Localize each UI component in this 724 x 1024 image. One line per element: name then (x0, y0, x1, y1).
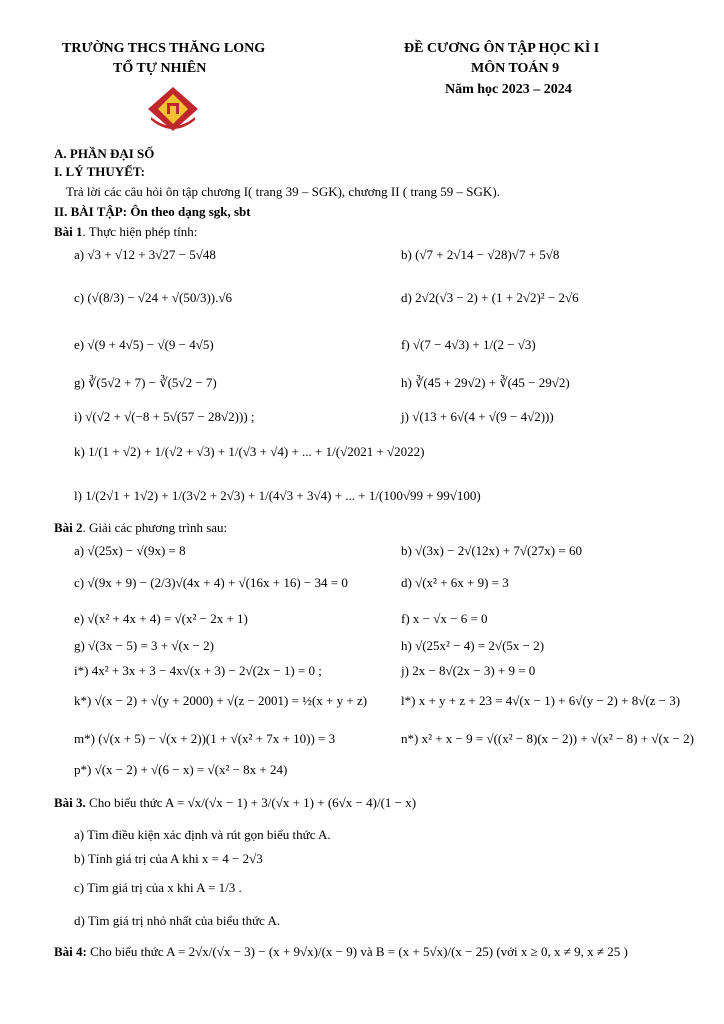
bai1-intro: . Thực hiện phép tính: (82, 224, 198, 239)
bai1-item-j: j) √(13 + 6√(4 + √(9 − 4√2))) (401, 409, 554, 424)
bai1-label: Bài 1 (54, 224, 83, 239)
bai2-item-g: g) √(3x − 5) = 3 + √(x − 2) (74, 638, 214, 653)
bai3-item-b: b) Tính giá trị của A khi x = 4 − 2√3 (74, 851, 263, 866)
subject-title: MÔN TOÁN 9 (471, 61, 560, 76)
document-title: ĐỀ CƯƠNG ÔN TẬP HỌC KÌ I (404, 41, 600, 56)
bai2-item-e: e) √(x² + 4x + 4) = √(x² − 2x + 1) (74, 611, 248, 626)
bai1-heading (54, 224, 197, 240)
bai4-intro: Cho biểu thức A = 2√x/(√x − 3) − (x + 9√x)/(x − 9) và B = (x + 5√x)/(x − 25) (với x ≥ 0, x ≠ 9, x ≠ 25 ) (90, 944, 628, 959)
bai2-item-a: a) √(25x) − √(9x) = 8 (74, 543, 186, 558)
bai3-item-d: d) Tìm giá trị nhỏ nhất của biểu thức A. (74, 913, 281, 928)
bai1-item-d: d) 2√2(√3 − 2) + (1 + 2√2)² − 2√6 (401, 290, 579, 305)
bai1-item-a: a) √3 + √12 + 3√27 − 5√48 (74, 247, 216, 262)
bai2-intro: . Giải các phương trình sau: (82, 520, 228, 535)
bai4-label: Bài 4: (54, 944, 87, 959)
bai1-item-b: b) (√7 + 2√14 − √28)√7 + 5√8 (401, 247, 560, 262)
bai1-item-c: c) (√(8/3) − √24 + √(50/3)).√6 (74, 290, 232, 305)
bai1-item-l: l) 1/(2√1 + 1√2) + 1/(3√2 + 2√3) + 1/(4√3 + 3√4) + ... + 1/(100√99 + 99√100) (74, 488, 481, 503)
bai2-item-k: k*) √(x − 2) + √(y + 2000) + √(z − 2001) = ½(x + y + z) (74, 693, 368, 708)
exercises-heading: II. BÀI TẬP: Ôn theo dạng sgk, sbt (54, 204, 251, 219)
section-a-heading: A. PHẦN ĐẠI SỐ (54, 146, 155, 161)
bai2-item-f: f) x − √x − 6 = 0 (401, 611, 488, 626)
bai2-item-b: b) √(3x) − 2√(12x) + 7√(27x) = 60 (401, 543, 582, 558)
bai1-item-k: k) 1/(1 + √2) + 1/(√2 + √3) + 1/(√3 + √4) + ... + 1/(√2021 + √2022) (74, 444, 425, 459)
bai2-item-n: n*) x² + x − 9 = √((x² − 8)(x − 2)) + √(x² − 8) + √(x − 2) (401, 731, 694, 746)
bai1-item-f: f) √(7 − 4√3) + 1/(2 − √3) (401, 337, 536, 352)
bai1-item-i: i) √(√2 + √(−8 + 5√(57 − 28√2))) ; (74, 409, 255, 424)
bai2-item-d: d) √(x² + 6x + 9) = 3 (401, 575, 509, 590)
bai1-item-h: h) ∛(45 + 29√2) + ∛(45 − 29√2) (401, 375, 570, 390)
bai2-item-j: j) 2x − 8√(2x − 3) + 9 = 0 (401, 663, 536, 678)
theory-heading: I. LÝ THUYẾT: (54, 164, 145, 179)
school-logo-icon (147, 86, 199, 132)
school-year: Năm học 2023 – 2024 (445, 82, 572, 97)
bai1-item-e: e) √(9 + 4√5) − √(9 − 4√5) (74, 337, 214, 352)
bai2-item-h: h) √(25x² − 4) = 2√(5x − 2) (401, 638, 545, 653)
bai2-item-c: c) √(9x + 9) − (2/3)√(4x + 4) + √(16x + 16) − 34 = 0 (74, 575, 348, 590)
school-name: TRƯỜNG THCS THĂNG LONG (62, 41, 266, 56)
bai2-item-i: i*) 4x² + 3x + 3 − 4x√(x + 3) − 2√(2x − 1) = 0 ; (74, 663, 322, 678)
bai2-item-p: p*) √(x − 2) + √(6 − x) = √(x² − 8x + 24) (74, 762, 288, 777)
bai3-intro: Cho biểu thức A = √x/(√x − 1) + 3/(√x + 1) + (6√x − 4)/(1 − x) (89, 795, 417, 810)
bai2-item-l: l*) x + y + z + 23 = 4√(x − 1) + 6√(y − 2) + 8√(z − 3) (401, 693, 681, 708)
theory-text: Trả lời các câu hỏi ôn tập chương I( trang 39 – SGK), chương II ( trang 59 – SGK). (66, 184, 500, 199)
bai3-heading (54, 795, 416, 811)
bai2-heading (54, 520, 227, 536)
bai3-item-c: c) Tìm giá trị của x khi A = 1/3 . (74, 880, 242, 895)
bai4-heading (54, 944, 628, 960)
bai3-item-a: a) Tìm điều kiện xác định và rút gọn biểu thức A. (74, 827, 331, 842)
bai3-label: Bài 3. (54, 795, 86, 810)
bai2-label: Bài 2 (54, 520, 83, 535)
department-name: TỔ TỰ NHIÊN (113, 61, 207, 76)
bai2-item-m: m*) (√(x + 5) − √(x + 2))(1 + √(x² + 7x + 10)) = 3 (74, 731, 336, 746)
bai1-item-g: g) ∛(5√2 + 7) − ∛(5√2 − 7) (74, 375, 217, 390)
